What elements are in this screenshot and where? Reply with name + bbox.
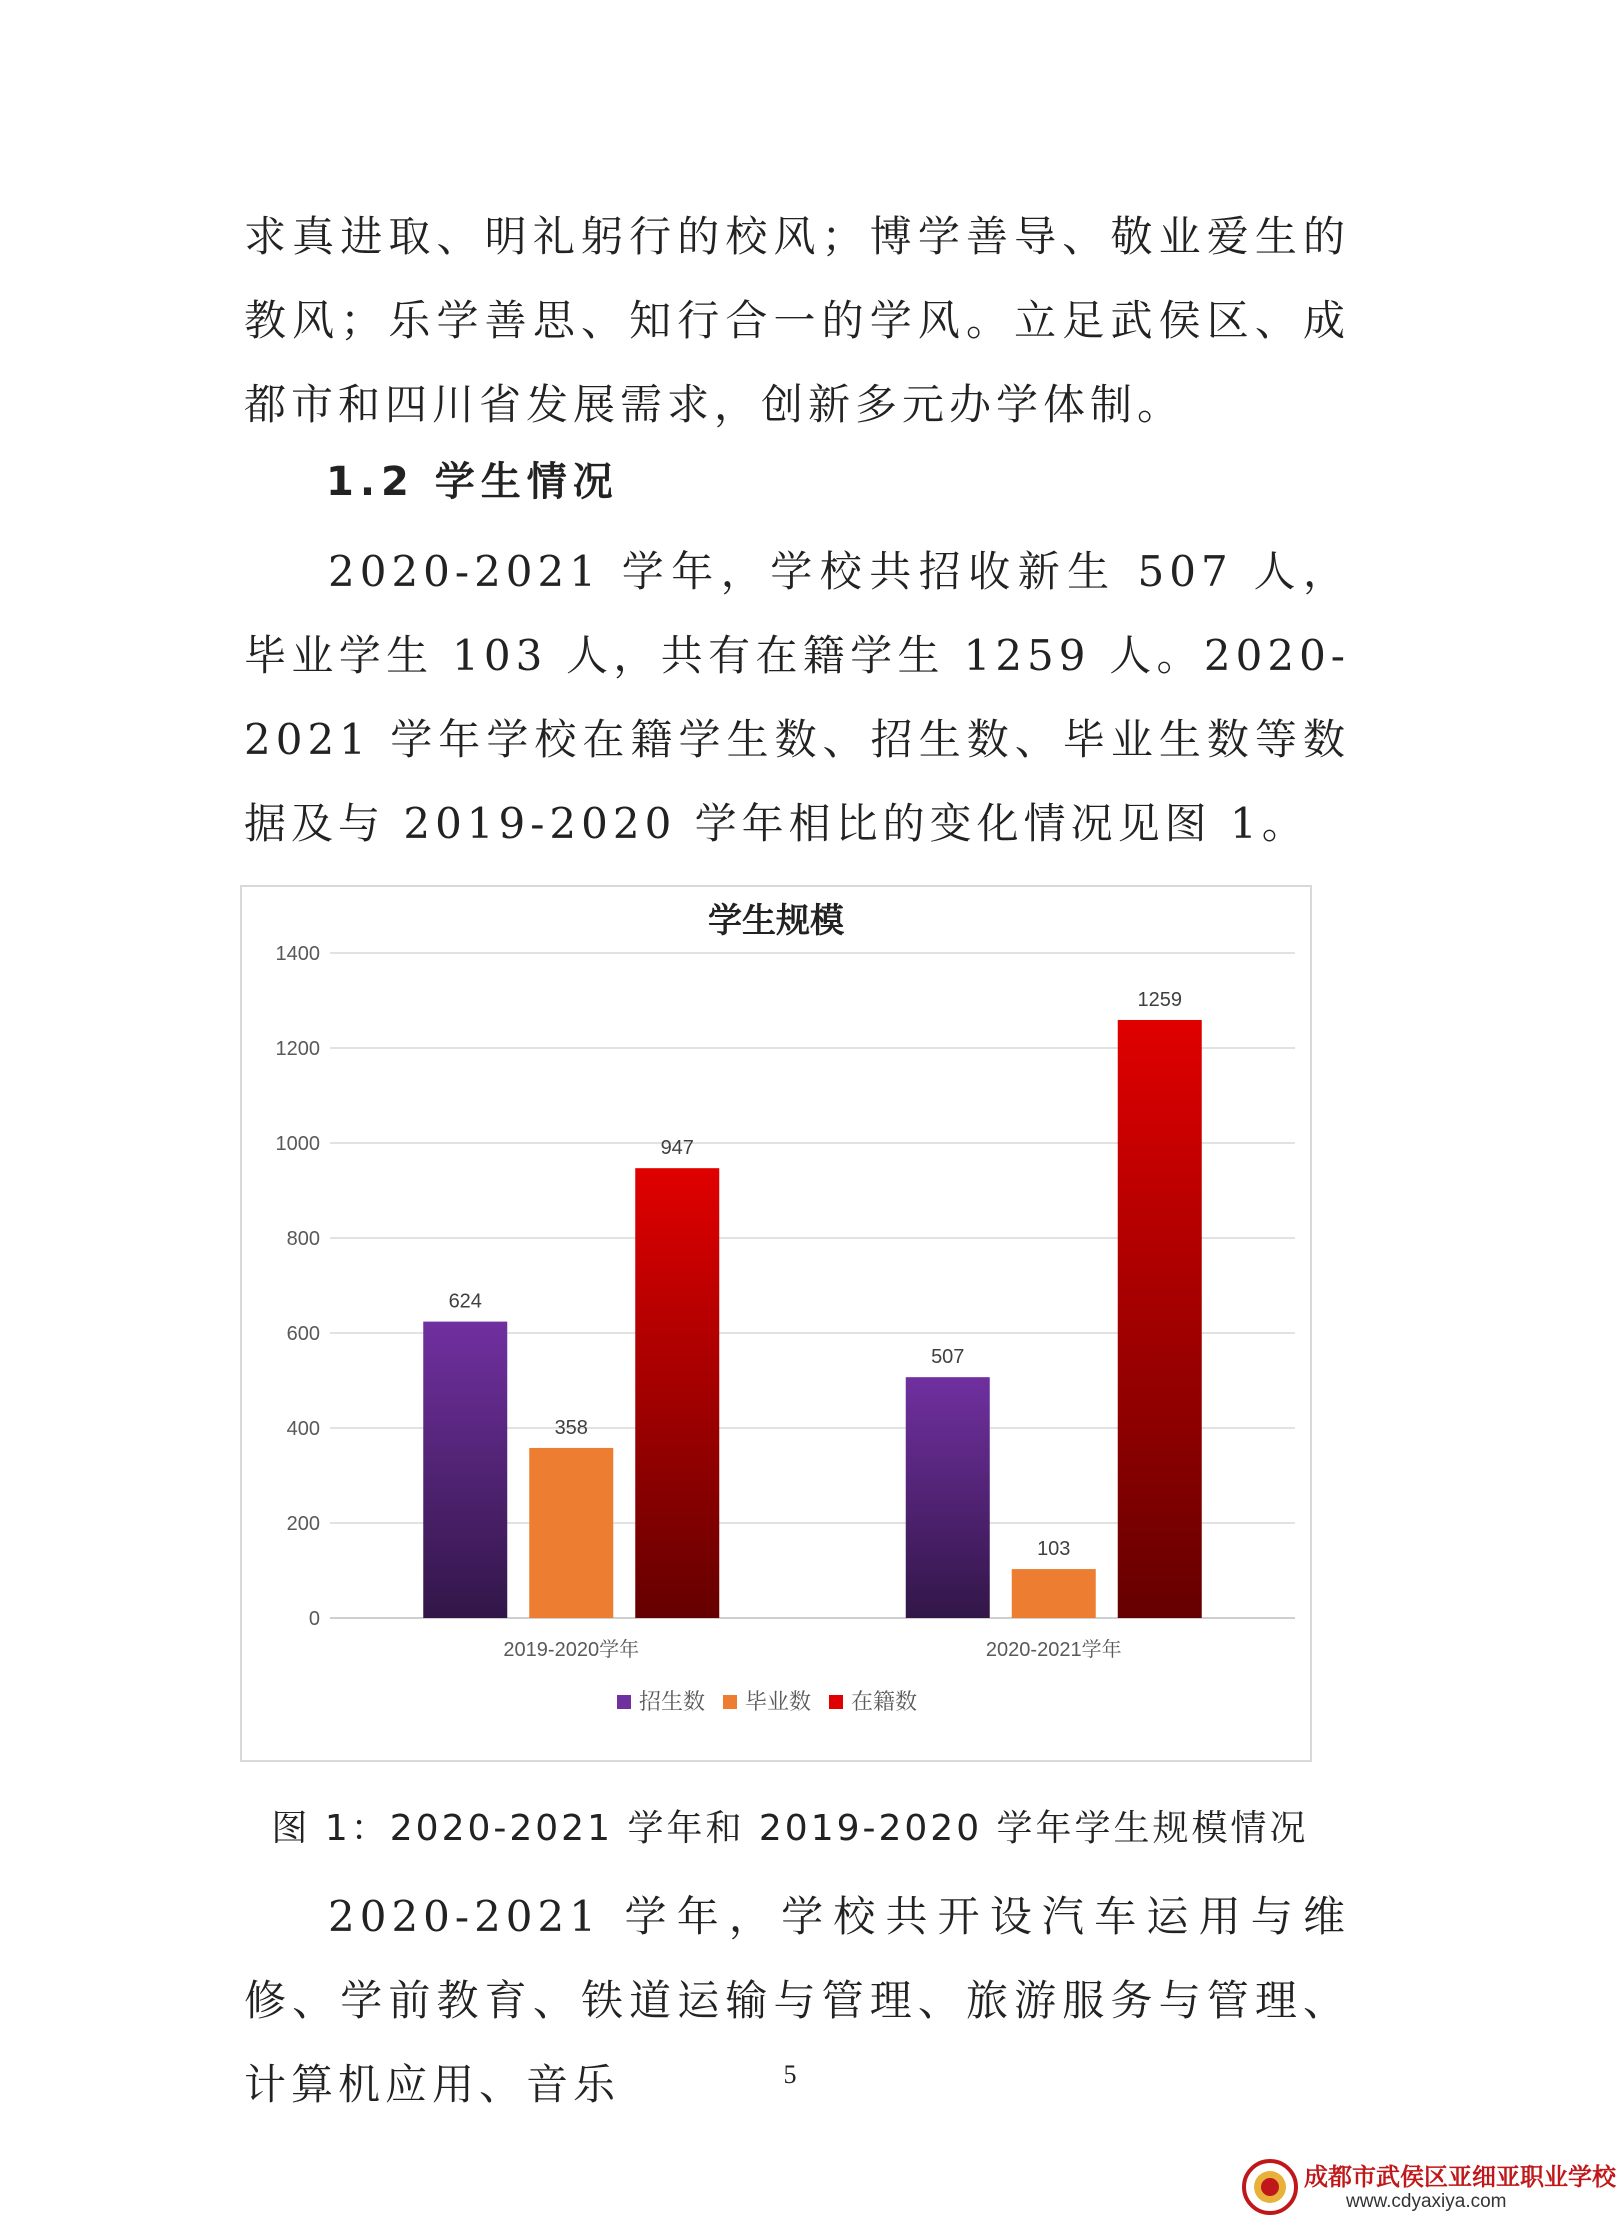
chart-labels [276,943,1183,1661]
bar-毕业数 [1012,1569,1096,1618]
bar-value-label: 624 [448,1290,482,1313]
majors-paragraph: 2020-2021 学年，学校共开设汽车运用与维修、学前教育、铁道运输与管理、旅游服务与管理、计算机应用、音乐 [244,1892,1350,2109]
bar-value-label: 1259 [1137,988,1182,1011]
legend-swatch [617,1695,631,1709]
section-heading: 1.2 学生情况 [326,459,619,505]
legend-label: 毕业数 [745,1689,812,1714]
y-tick-label: 800 [286,1228,320,1250]
bar-毕业数 [529,1448,613,1618]
intro-paragraph: 求真进取、明礼躬行的校风；博学善导、敬业爱生的教风；乐学善思、知行合一的学风。立足武侯区、成都市和四川省发展需求，创新多元办学体制。 [244,212,1350,429]
students-paragraph: 2020-2021 学年，学校共招收新生 507 人，毕业学生 103 人，共有在籍学生 1259 人。2020-2021 学年学校在籍学生数、招生数、毕业生数等数据及与 2019-2020 学年相比的变化情况见图 1。 [244,547,1350,848]
bar-value-label: 358 [554,1416,588,1439]
y-tick-label: 0 [308,1608,320,1630]
y-tick-label: 400 [286,1418,320,1440]
legend-label: 招生数 [639,1689,706,1714]
legend-swatch [829,1695,843,1709]
bar-在籍数 [635,1168,719,1618]
watermark-website: www.cdyaxiya.com [1346,2191,1507,2212]
chart-legend [617,1689,917,1714]
bar-在籍数 [1118,1020,1202,1618]
y-tick-label: 1000 [275,1133,320,1155]
legend-swatch [723,1695,737,1709]
page-number: 5 [783,2060,797,2089]
school-logo [1242,2159,1298,2215]
bar-招生数 [423,1322,507,1618]
figure-caption: 图 1：2020-2021 学年和 2019-2020 学年学生规模情况 [271,1808,1309,1849]
x-category-label: 2019-2020学年 [503,1639,640,1661]
bar-value-label: 507 [931,1346,965,1369]
y-tick-label: 600 [286,1323,320,1345]
bar-value-label: 103 [1037,1538,1071,1561]
student-scale-chart [242,887,1310,1760]
y-tick-label: 1200 [275,1038,320,1060]
chart-title: 学生规模 [708,901,844,941]
y-tick-label: 1400 [275,943,320,965]
chart-frame [240,885,1312,1762]
legend-label: 在籍数 [851,1689,918,1714]
bar-value-label: 947 [660,1137,694,1160]
school-watermark [1242,2153,1616,2223]
chart-bars [423,1020,1202,1618]
y-tick-label: 200 [286,1513,320,1535]
watermark-school-name: 成都市武侯区亚细亚职业学校 [1304,2163,1616,2191]
x-category-label: 2020-2021学年 [985,1639,1122,1661]
bar-招生数 [906,1377,990,1618]
